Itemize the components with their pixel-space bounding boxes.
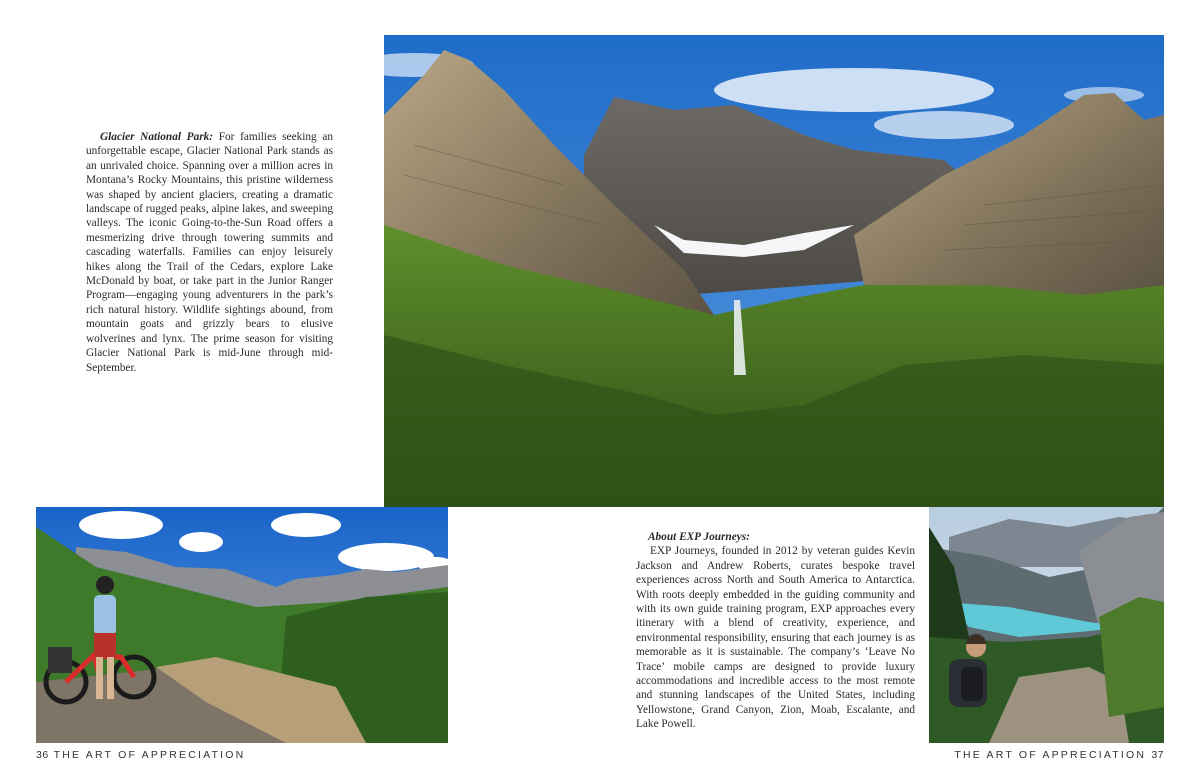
hiker-lake-photo <box>929 507 1164 743</box>
cyclist-overlook-photo <box>36 507 448 743</box>
glacier-body: For families seeking an unforgettable escape, Glacier National Park stands as an unrivaled choice. Spanning over a million acres in Montana’s Rocky Mountains, this pristine wilderness was shaped by ancient glaciers, creating a dramatic landscape of rugged peaks, alpine lakes, and sweeping valleys. The iconic Going-to-the-Sun Road offers a mesmerizing drive through towering summits and cascading waterfalls. Families can enjoy leisurely hikes along the Trail of the Cedars, explore Lake McDonald by boat, or take part in the Junior Ranger Program—engaging young adventurers in the park’s rich natural history. Wildlife sightings abound, from mountain goats and grizzly bears to elusive wolverines and lynx. The prime season for visiting Glacier National Park is mid-June through mid-September. <box>86 131 333 374</box>
folio-left <box>36 749 245 761</box>
exp-body: EXP Journeys, founded in 2012 by veteran guides Kevin Jackson and Andrew Roberts, curates bespoke travel experiences across North and South America to Antarctica. With roots deeply embedded in the guiding community and with its own guide training program, EXP approaches every itinerary with a blend of creativity, experience, and environmental responsibility, ensuring that each journey is as memorable as it is sustainable. The company’s ‘Leave No Trace’ mobile camps are designed to provide luxury accommodations and incredible access to the most remote and stunning landscapes of the United States, including Yellowstone, Grand Canyon, Zion, Moab, Escalante, and Lake Powell. <box>636 545 915 731</box>
page-number-left: 36 <box>36 749 49 761</box>
glacier-paragraph <box>86 130 333 375</box>
running-title-right: THE ART OF APPRECIATION <box>954 749 1147 761</box>
running-title-left: THE ART OF APPRECIATION <box>53 749 246 761</box>
page-number-right: 37 <box>1151 749 1164 761</box>
glacier-article-text <box>86 130 333 375</box>
folio-right <box>954 749 1164 761</box>
exp-journeys-text <box>636 530 915 732</box>
glacier-mountains-photo <box>384 35 1164 507</box>
exp-heading: About EXP Journeys: <box>648 531 750 543</box>
glacier-lead: Glacier National Park: <box>100 131 214 143</box>
